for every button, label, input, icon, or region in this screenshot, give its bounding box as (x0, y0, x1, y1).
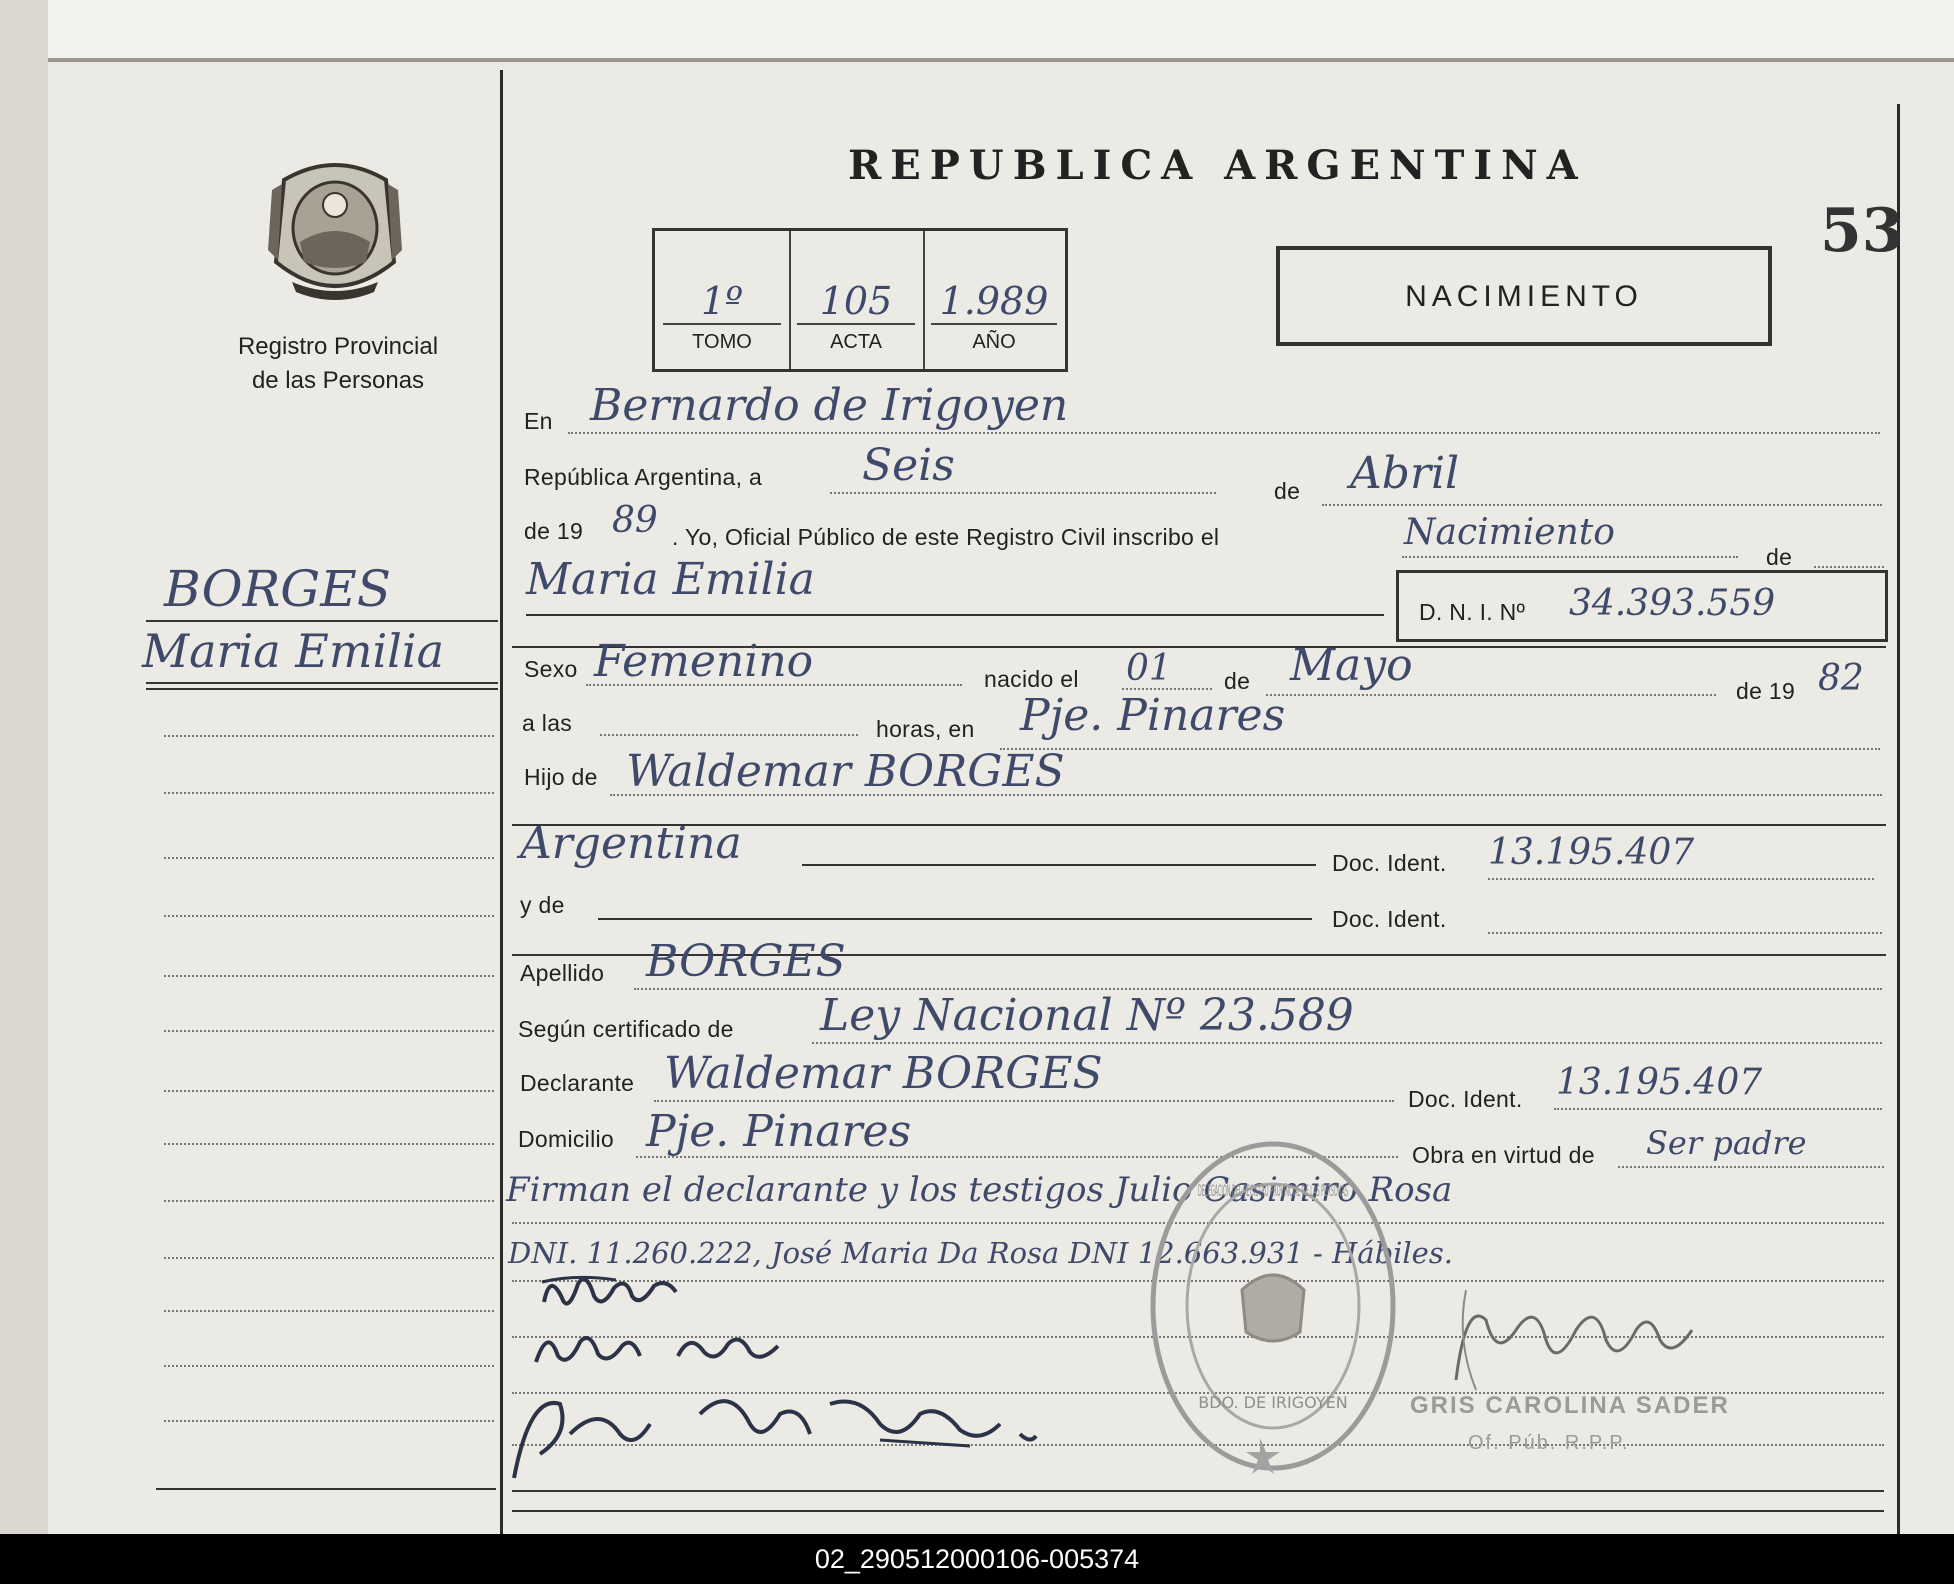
day-line (830, 492, 1216, 494)
birth-place-line (1000, 748, 1880, 750)
margin-rule (146, 620, 498, 622)
stamp-outer-text: DELEGACIÓN DEL REGISTRO PROVINCIAL DE LAS PERSONAS (1198, 1181, 1348, 1200)
margin-dotted-line (164, 915, 494, 917)
document-title: REPUBLICA ARGENTINA (848, 142, 1587, 189)
domicilio-label: Domicilio (518, 1126, 614, 1152)
a-las-label: a las (522, 710, 573, 736)
de-label: de (1274, 478, 1301, 504)
birth-place: Pje. Pinares (1020, 690, 1286, 741)
y-de-label: y de (520, 892, 565, 918)
witness-line-2: DNI. 11.260.222, José Maria Da Rosa DNI 12.663.931 - Hábiles. (508, 1236, 1453, 1270)
province-seal-icon (262, 150, 408, 306)
declarante-doc: 13.195.407 (1556, 1062, 1763, 1103)
obra-label: Obra en virtud de (1412, 1142, 1595, 1168)
declarante-line (654, 1100, 1394, 1102)
margin-dotted-line (164, 735, 494, 737)
officer-title: Of. Púb. R.P.P. (1468, 1432, 1630, 1454)
hour-line (600, 734, 858, 736)
book-spine-edge (0, 0, 50, 1534)
republica-label: República Argentina, a (524, 464, 763, 490)
margin-dotted-line (164, 857, 494, 859)
birth-month-line (1266, 694, 1716, 696)
margin-dotted-line (164, 1257, 494, 1259)
registry-stamp-icon (1146, 1136, 1400, 1476)
dni-box (1396, 570, 1888, 642)
nacido-label: nacido el (984, 666, 1079, 692)
de-label-2: de (1766, 544, 1793, 570)
month-value: Abril (1350, 448, 1460, 499)
stamp-inner-text: BDO. DE IRIGOYEN (1198, 1393, 1348, 1412)
acta-value: 105 (819, 279, 893, 323)
mother-doc-line (1488, 932, 1882, 934)
apellido-value: BORGES (646, 936, 846, 987)
apellido-label: Apellido (520, 960, 605, 986)
doc-ident-label-3: Doc. Ident. (1408, 1086, 1523, 1112)
margin-dotted-line (164, 1090, 494, 1092)
margin-dotted-line (164, 1310, 494, 1312)
image-caption-bar (0, 1534, 1954, 1584)
father-doc: 13.195.407 (1488, 832, 1695, 873)
hijo-label: Hijo de (524, 764, 598, 790)
margin-dotted-line (164, 1143, 494, 1145)
anio-cell (923, 231, 1065, 369)
sexo-value: Femenino (594, 636, 814, 687)
bottom-rule (512, 1510, 1884, 1512)
margin-dotted-line (164, 1420, 494, 1422)
yo-text: . Yo, Oficial Público de este Registro Civil inscribo el (672, 524, 1220, 550)
horas-label: horas, en (876, 716, 975, 742)
registry-line-1: Registro Provincial (237, 333, 439, 360)
birth-month: Mayo (1290, 640, 1413, 691)
dni-label: D. N. I. Nº (1419, 599, 1526, 625)
certificate-line (812, 1042, 1882, 1044)
officer-name: GRIS CAROLINA SADER (1410, 1392, 1730, 1419)
margin-dotted-line (164, 1365, 494, 1367)
next-page-edge (48, 0, 1954, 62)
footer-code: 02_290512000106-005374 (814, 1544, 1140, 1574)
record-type-box (1276, 246, 1772, 346)
en-label: En (524, 408, 553, 434)
margin-divider (500, 70, 503, 1534)
de-line (1814, 566, 1884, 568)
de19-label-2: de 19 (1736, 678, 1796, 704)
right-border (1897, 104, 1900, 1534)
margin-bottom-rule (156, 1488, 496, 1490)
witness-line-1: Firman el declarante y los testigos Julio Casimiro Rosa (506, 1170, 1453, 1210)
margin-dotted-line (164, 1200, 494, 1202)
margin-surname: BORGES (164, 560, 392, 618)
de19-label: de 19 (524, 518, 584, 544)
act-kind-value: Nacimiento (1404, 512, 1615, 553)
acta-cell (789, 231, 925, 369)
declarante-label: Declarante (520, 1070, 635, 1096)
obra-value: Ser padre (1646, 1124, 1807, 1162)
margin-dotted-line (164, 975, 494, 977)
place-line (568, 432, 1880, 434)
birth-day: 01 (1126, 648, 1172, 689)
act-kind-line (1402, 556, 1738, 558)
child-names: Maria Emilia (526, 554, 815, 605)
year-suffix: 89 (612, 500, 658, 541)
dni-value: 34.393.559 (1569, 583, 1776, 624)
sexo-label: Sexo (524, 656, 578, 682)
tomo-cell (655, 231, 791, 369)
margin-given-names: Maria Emilia (142, 624, 445, 678)
place-value: Bernardo de Irigoyen (590, 380, 1069, 431)
registry-name (200, 330, 476, 398)
acta-label: ACTA (830, 331, 882, 353)
father-doc-line (1488, 878, 1874, 880)
doc-ident-label-2: Doc. Ident. (1332, 906, 1447, 932)
margin-dotted-line (164, 792, 494, 794)
registry-line-2: de las Personas (251, 367, 425, 394)
de-label-3: de (1224, 668, 1251, 694)
birth-year-suffix: 82 (1818, 658, 1864, 699)
margin-dotted-line (164, 1030, 494, 1032)
mother-line (598, 918, 1312, 920)
declarante-doc-line (1554, 1108, 1882, 1110)
officer-signature (1436, 1280, 1716, 1400)
witness-signature-2 (500, 1374, 1100, 1484)
page-number: 53 (1820, 196, 1904, 266)
declarante-value: Waldemar BORGES (664, 1048, 1103, 1099)
record-number-box (652, 228, 1068, 372)
anio-value: 1.989 (939, 279, 1049, 323)
tomo-label: TOMO (692, 331, 752, 353)
margin-rule (146, 688, 498, 690)
tomo-value: 1º (700, 279, 744, 323)
doc-ident-label: Doc. Ident. (1332, 850, 1447, 876)
month-line (1322, 504, 1882, 506)
anio-label: AÑO (972, 331, 1016, 353)
margin-rule (146, 682, 498, 684)
record-type: NACIMIENTO (1405, 280, 1643, 313)
witness-signature-1 (528, 1316, 798, 1376)
bottom-rule (512, 1490, 1884, 1492)
father-name: Waldemar BORGES (626, 746, 1065, 797)
declarant-signature (536, 1262, 736, 1322)
certificate-value: Ley Nacional Nº 23.589 (820, 990, 1354, 1041)
obra-line (1618, 1166, 1884, 1168)
nationality-line (802, 864, 1316, 866)
child-names-line (526, 614, 1384, 616)
father-nationality: Argentina (520, 818, 742, 869)
segun-label: Según certificado de (518, 1016, 734, 1042)
day-value: Seis (862, 440, 955, 491)
domicilio-value: Pje. Pinares (646, 1106, 912, 1157)
